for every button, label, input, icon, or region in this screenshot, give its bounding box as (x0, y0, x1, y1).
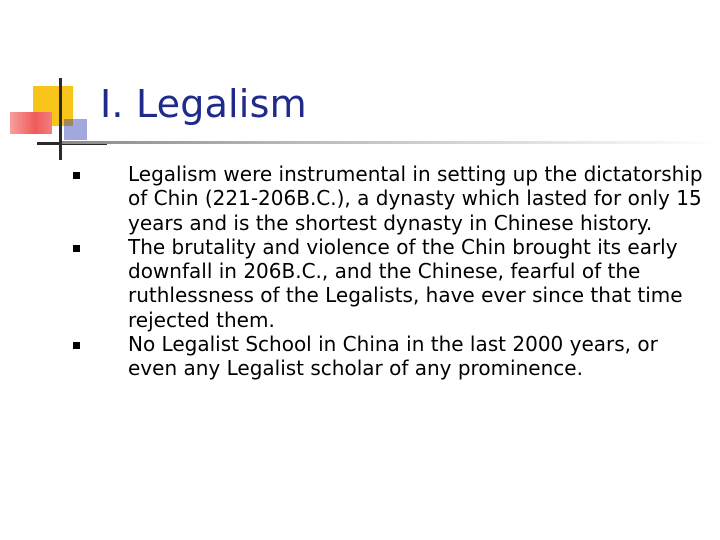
square-bullet-icon (73, 245, 80, 252)
red-block (10, 112, 52, 134)
bullet-item (70, 162, 710, 235)
title-underline (62, 141, 720, 144)
color-blocks-logo-icon (0, 0, 110, 170)
bullet-text: No Legalist School in China in the last 2000 years, or even any Legalist scholar of any prominence. (128, 332, 658, 381)
bullet-item (70, 332, 710, 381)
blue-block (64, 119, 87, 140)
bullet-text: The brutality and violence of the Chin brought its early downfall in 206B.C., and the Chinese, fearful of the ruthlessness of the Legalists, have ever since that time rejected them. (128, 234, 683, 332)
square-bullet-icon (73, 342, 80, 349)
vertical-line (59, 78, 62, 160)
square-bullet-icon (73, 172, 80, 179)
bullet-text: Legalism were instrumental in setting up the dictatorship of Chin (221-206B.C.), a dynasty which lasted for only 15 years and is the shortest dynasty in Chinese history. (128, 162, 703, 235)
bullet-item (70, 235, 710, 332)
slide-title: I. Legalism (100, 82, 307, 126)
bullet-list (70, 162, 710, 381)
